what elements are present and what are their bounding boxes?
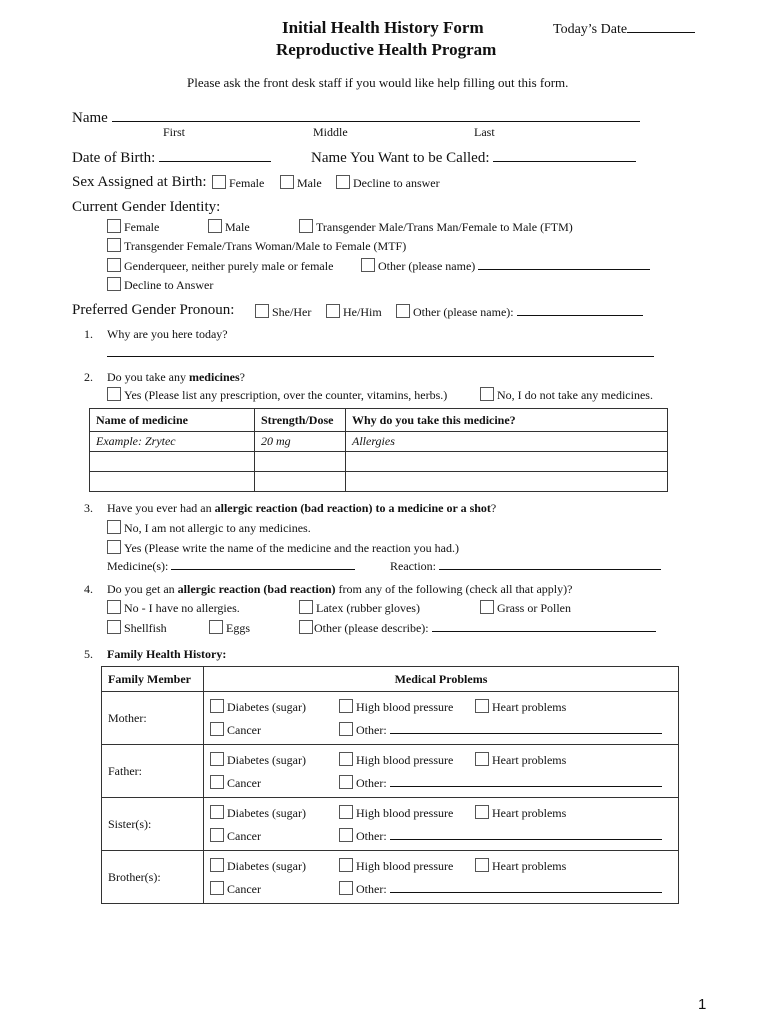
medicine-table (89, 408, 668, 492)
checkbox[interactable] (480, 600, 494, 614)
problem-other[interactable]: Other: (339, 828, 662, 844)
checkbox[interactable] (339, 699, 353, 713)
q1-answer-line[interactable] (107, 343, 654, 357)
example-medicine: Example: Zrytec (90, 432, 255, 452)
checkbox[interactable] (475, 858, 489, 872)
todays-date-label: Today’s Date (553, 22, 628, 37)
problem-cancer[interactable]: Cancer (210, 775, 261, 791)
name-label: Name (72, 110, 108, 126)
table-row (102, 851, 679, 904)
sex-assigned-label: Sex Assigned at Birth: (72, 174, 207, 190)
problem-high-bp[interactable]: High blood pressure (339, 805, 453, 821)
table-cell[interactable] (255, 452, 346, 472)
checkbox[interactable] (475, 805, 489, 819)
pronoun-label: Preferred Gender Pronoun: (72, 302, 235, 318)
problem-heart[interactable]: Heart problems (475, 752, 566, 768)
family-history-table (101, 666, 679, 904)
checkbox[interactable] (210, 881, 224, 895)
col-family-member: Family Member (102, 667, 204, 692)
page-number: 1 (698, 996, 707, 1013)
col-medicine-name: Name of medicine (90, 409, 255, 432)
dob-field[interactable] (72, 148, 271, 167)
problem-cancer[interactable]: Cancer (210, 881, 261, 897)
pronoun-option-other[interactable]: Other (please name): (396, 304, 643, 320)
q3-number: 3. (84, 501, 93, 515)
checkbox[interactable] (299, 219, 313, 233)
problem-diabetes[interactable]: Diabetes (sugar) (210, 805, 306, 821)
q5-number: 5. (84, 647, 93, 661)
pronoun-option-she[interactable]: She/Her (255, 304, 311, 320)
gender-option-mtf[interactable]: Transgender Female/Trans Woman/Male to Female (MTF) (107, 238, 406, 254)
called-name-label: Name You Want to be Called: (311, 150, 490, 166)
checkbox[interactable] (339, 881, 353, 895)
sex-option-female[interactable]: Female (212, 175, 264, 191)
table-header-row (90, 409, 668, 432)
member-sisters: Sister(s): (102, 798, 204, 851)
name-field[interactable] (72, 108, 640, 127)
name-sub-last: Last (474, 125, 495, 139)
col-why: Why do you take this medicine? (346, 409, 668, 432)
q3-medicines-field[interactable]: Medicine(s): (107, 559, 355, 574)
problem-cancer[interactable]: Cancer (210, 828, 261, 844)
problem-heart[interactable]: Heart problems (475, 805, 566, 821)
q4-option-none[interactable]: No - I have no allergies. (107, 600, 240, 616)
gender-identity-label: Current Gender Identity: (72, 199, 221, 215)
checkbox[interactable] (107, 277, 121, 291)
checkbox[interactable] (209, 620, 223, 634)
checkbox[interactable] (107, 620, 121, 634)
problem-high-bp[interactable]: High blood pressure (339, 858, 453, 874)
medical-problems-cell (204, 851, 679, 904)
col-medical-problems: Medical Problems (204, 667, 679, 692)
table-row[interactable] (90, 452, 668, 472)
gender-option-other[interactable]: Other (please name) (361, 258, 650, 274)
checkbox[interactable] (208, 219, 222, 233)
q2-number: 2. (84, 370, 93, 384)
q2-option-yes[interactable]: Yes (Please list any prescription, over the counter, vitamins, herbs.) (107, 387, 447, 403)
checkbox[interactable] (299, 600, 313, 614)
q5-text: Family Health History: (107, 647, 227, 661)
gender-option-ftm[interactable]: Transgender Male/Trans Man/Female to Male (FTM) (299, 219, 573, 235)
medical-problems-cell (204, 692, 679, 745)
checkbox[interactable] (210, 858, 224, 872)
table-row (102, 745, 679, 798)
pronoun-option-he[interactable]: He/Him (326, 304, 382, 320)
checkbox[interactable] (107, 600, 121, 614)
member-mother: Mother: (102, 692, 204, 745)
checkbox[interactable] (210, 752, 224, 766)
table-header-row (102, 667, 679, 692)
problem-heart[interactable]: Heart problems (475, 699, 566, 715)
q4-option-shellfish[interactable]: Shellfish (107, 620, 167, 636)
called-name-field[interactable] (311, 148, 636, 167)
problem-diabetes[interactable]: Diabetes (sugar) (210, 699, 306, 715)
checkbox[interactable] (107, 258, 121, 272)
example-dose: 20 mg (255, 432, 346, 452)
name-sub-middle: Middle (313, 125, 348, 139)
checkbox[interactable] (210, 699, 224, 713)
gender-option-male[interactable]: Male (208, 219, 250, 235)
checkbox[interactable] (107, 387, 121, 401)
col-strength-dose: Strength/Dose (255, 409, 346, 432)
checkbox[interactable] (480, 387, 494, 401)
checkbox[interactable] (339, 775, 353, 789)
problem-diabetes[interactable]: Diabetes (sugar) (210, 752, 306, 768)
checkbox[interactable] (210, 828, 224, 842)
q3-option-yes[interactable]: Yes (Please write the name of the medicine and the reaction you had.) (107, 540, 459, 556)
checkbox[interactable] (361, 258, 375, 272)
problem-other[interactable]: Other: (339, 775, 662, 791)
form-title: Initial Health History Form (282, 18, 484, 37)
checkbox[interactable] (475, 752, 489, 766)
gender-option-female[interactable]: Female (107, 219, 159, 235)
checkbox[interactable] (475, 699, 489, 713)
checkbox[interactable] (396, 304, 410, 318)
gender-option-decline[interactable]: Decline to Answer (107, 277, 213, 293)
q1-text: Why are you here today? (107, 327, 228, 341)
q3-option-no[interactable]: No, I am not allergic to any medicines. (107, 520, 311, 536)
checkbox[interactable] (339, 858, 353, 872)
checkbox[interactable] (107, 540, 121, 554)
table-row (90, 432, 668, 452)
todays-date-field[interactable] (553, 20, 695, 38)
table-row (102, 798, 679, 851)
q3-reaction-field[interactable]: Reaction: (390, 559, 661, 574)
q2-option-no[interactable]: No, I do not take any medicines. (480, 387, 653, 403)
checkbox[interactable] (339, 722, 353, 736)
q2-text: Do you take any medicines? (107, 370, 245, 384)
checkbox[interactable] (210, 775, 224, 789)
checkbox[interactable] (299, 620, 313, 634)
problem-high-bp[interactable]: High blood pressure (339, 699, 453, 715)
q4-option-grass[interactable]: Grass or Pollen (480, 600, 571, 616)
problem-heart[interactable]: Heart problems (475, 858, 566, 874)
table-cell[interactable] (346, 472, 668, 492)
table-row (102, 692, 679, 745)
checkbox[interactable] (107, 238, 121, 252)
checkbox[interactable] (210, 805, 224, 819)
checkbox[interactable] (326, 304, 340, 318)
problem-other[interactable]: Other: (339, 722, 662, 738)
name-sub-first: First (163, 125, 186, 139)
problem-other[interactable]: Other: (339, 881, 662, 897)
table-cell[interactable] (255, 472, 346, 492)
problem-cancer[interactable]: Cancer (210, 722, 261, 738)
gender-option-genderqueer[interactable]: Genderqueer, neither purely male or female (107, 258, 333, 274)
medical-problems-cell (204, 745, 679, 798)
q4-number: 4. (84, 582, 93, 596)
q1-number: 1. (84, 327, 93, 341)
checkbox[interactable] (339, 752, 353, 766)
checkbox[interactable] (210, 722, 224, 736)
help-note: Please ask the front desk staff if you would like help filling out this form. (187, 75, 569, 90)
problem-high-bp[interactable]: High blood pressure (339, 752, 453, 768)
q4-option-latex[interactable]: Latex (rubber gloves) (299, 600, 420, 616)
table-row[interactable] (90, 472, 668, 492)
sex-option-male[interactable]: Male (280, 175, 322, 191)
medical-problems-cell (204, 798, 679, 851)
table-cell[interactable] (90, 452, 255, 472)
checkbox[interactable] (339, 805, 353, 819)
checkbox[interactable] (107, 520, 121, 534)
q4-option-eggs[interactable]: Eggs (209, 620, 250, 636)
form-subtitle: Reproductive Health Program (276, 40, 497, 59)
sex-option-decline[interactable]: Decline to answer (336, 175, 440, 191)
table-cell[interactable] (346, 452, 668, 472)
member-brothers: Brother(s): (102, 851, 204, 904)
checkbox[interactable] (212, 175, 226, 189)
table-cell[interactable] (90, 472, 255, 492)
q4-option-other[interactable]: Other (please describe): (299, 620, 656, 636)
problem-diabetes[interactable]: Diabetes (sugar) (210, 858, 306, 874)
checkbox[interactable] (107, 219, 121, 233)
q4-text: Do you get an allergic reaction (bad reaction) from any of the following (check all that apply)? (107, 582, 573, 596)
dob-label: Date of Birth: (72, 150, 156, 166)
checkbox[interactable] (255, 304, 269, 318)
checkbox[interactable] (336, 175, 350, 189)
member-father: Father: (102, 745, 204, 798)
example-reason: Allergies (346, 432, 668, 452)
q3-text: Have you ever had an allergic reaction (bad reaction) to a medicine or a shot? (107, 501, 497, 515)
checkbox[interactable] (339, 828, 353, 842)
checkbox[interactable] (280, 175, 294, 189)
